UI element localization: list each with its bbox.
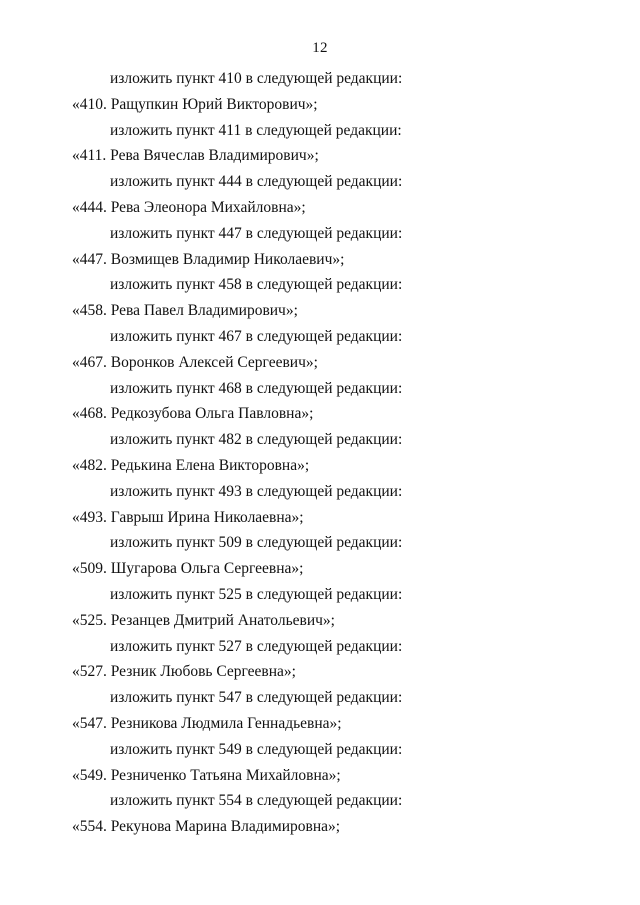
- amendment-item: «468. Редкозубова Ольга Павловна»;: [72, 405, 314, 423]
- amendment-instruction: изложить пункт 458 в следующей редакции:: [110, 276, 403, 294]
- amendment-item: «458. Рева Павел Владимирович»;: [72, 302, 298, 320]
- amendment-item: «554. Рекунова Марина Владимировна»;: [72, 818, 341, 836]
- amendment-instruction: изложить пункт 482 в следующей редакции:: [110, 431, 403, 449]
- amendment-instruction: изложить пункт 525 в следующей редакции:: [110, 585, 403, 603]
- amendment-item: «549. Резниченко Татьяна Михайловна»;: [72, 766, 341, 784]
- amendment-instruction: изложить пункт 467 в следующей редакции:: [110, 327, 403, 345]
- amendment-instruction: изложить пункт 444 в следующей редакции:: [110, 173, 403, 191]
- amendment-item: «482. Редькина Елена Викторовна»;: [72, 456, 310, 474]
- page-number: 12: [312, 40, 328, 56]
- amendment-item: «410. Ращупкин Юрий Викторович»;: [72, 95, 318, 113]
- amendment-instruction: изложить пункт 549 в следующей редакции:: [110, 740, 403, 758]
- amendment-item: «444. Рева Элеонора Михайловна»;: [72, 198, 306, 216]
- amendment-item: «527. Резник Любовь Сергеевна»;: [72, 663, 296, 681]
- amendment-instruction: изложить пункт 411 в следующей редакции:: [110, 121, 402, 139]
- amendment-instruction: изложить пункт 447 в следующей редакции:: [110, 224, 403, 242]
- amendment-instruction: изложить пункт 468 в следующей редакции:: [110, 379, 403, 397]
- amendment-instruction: изложить пункт 547 в следующей редакции:: [110, 689, 403, 707]
- amendment-item: «509. Шугарова Ольга Сергеевна»;: [72, 560, 304, 578]
- amendment-instruction: изложить пункт 554 в следующей редакции:: [110, 792, 403, 810]
- amendment-item: «447. Возмищев Владимир Николаевич»;: [72, 250, 345, 268]
- amendment-item: «411. Рева Вячеслав Владимирович»;: [72, 147, 319, 165]
- amendment-instruction: изложить пункт 509 в следующей редакции:: [110, 534, 403, 552]
- amendment-instruction: изложить пункт 493 в следующей редакции:: [110, 482, 403, 500]
- amendment-item: «525. Резанцев Дмитрий Анатольевич»;: [72, 611, 335, 629]
- amendment-instruction: изложить пункт 410 в следующей редакции:: [110, 70, 403, 87]
- amendment-item: «547. Резникова Людмила Геннадьевна»;: [72, 714, 342, 732]
- amendment-item: «493. Гаврыш Ирина Николаевна»;: [72, 508, 304, 526]
- amendment-item: «467. Воронков Алексей Сергеевич»;: [72, 353, 318, 371]
- amendment-list: [0, 66, 640, 840]
- amendment-instruction: изложить пункт 527 в следующей редакции:: [110, 637, 403, 655]
